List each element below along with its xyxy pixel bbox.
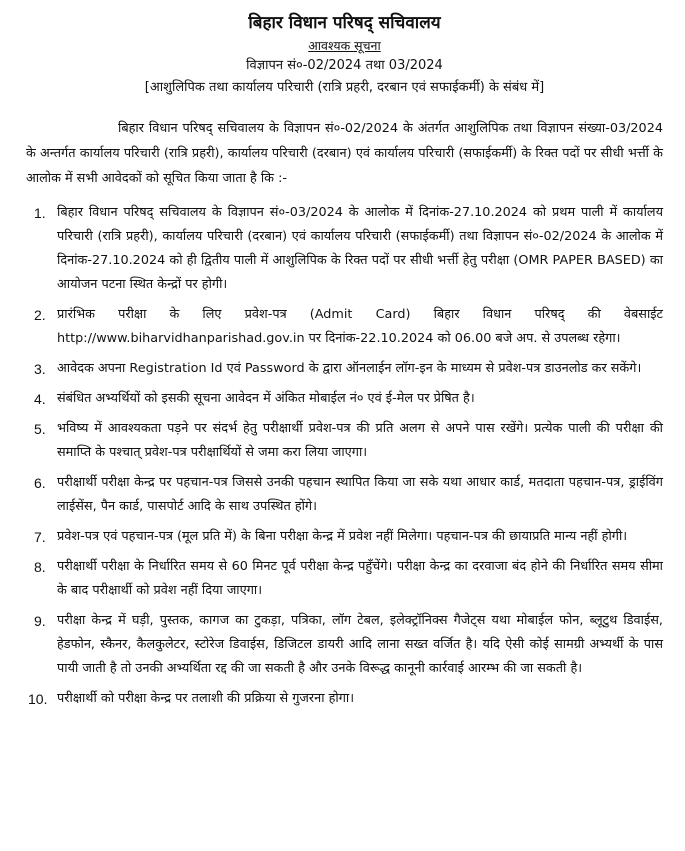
item-text: संबंधित अभ्यर्थियों को इसकी सूचना आवेदन में अंकित मोबाईल नं० एवं ई-मेल पर प्रेषित है। [57,391,475,406]
item-number: 1. [34,205,46,221]
list-item [26,387,663,411]
list-item [26,303,663,351]
item-text: परीक्षार्थी परीक्षा के निर्धारित समय से 60 मिनट पूर्व परीक्षा केन्द्र पहुँचेंगे। परीक्षा केन्द्र का दरवाजा बंद होने की निर्धारित समय सीमा के बाद परीक्षार्थी को प्रवेश नहीं दिया जाएगा। [57,559,663,598]
item-number: 6. [34,475,46,491]
item-number: 2. [34,307,46,323]
item-text: प्रवेश-पत्र एवं पहचान-पत्र (मूल प्रति में) के बिना परीक्षा केन्द्र में प्रवेश नहीं मिलेगा। पहचान-पत्र की छायाप्रति मान्य नहीं होगी। [57,529,628,544]
item-text: परीक्षार्थी को परीक्षा केन्द्र पर तलाशी की प्रक्रिया से गुजरना होगा। [57,691,355,706]
intro-paragraph: बिहार विधान परिषद् सचिवालय के विज्ञापन सं०-02/2024 के अंतर्गत आशुलिपिक तथा विज्ञापन संख्या-03/2024 के अन्तर्गत कार्यालय परिचारी (रात्रि प्रहरी), कार्यालय परिचारी (दरबान) एवं कार्यालय परिचारी (सफाईकर्मी) के रिक्त पदों पर सीधी भर्त्ती के आलोक में सभी आवेदकों को सूचित किया जाता है कि :- [26,121,663,186]
document-header [26,12,663,98]
item-number: 7. [34,529,46,545]
list-item [26,471,663,519]
item-text: परीक्षार्थी परीक्षा केन्द्र पर पहचान-पत्र जिससे उनकी पहचान स्थापित किया जा सके यथा आधार कार्ड, मतदाता पहचान-पत्र, ड्राईविंग लाईसेंस, पैन कार्ड, पासपोर्ट आदि के साथ उपस्थित होंगे। [57,475,663,514]
list-item [26,555,663,603]
list-item [26,525,663,549]
list-item [26,417,663,465]
item-text: भविष्य में आवश्यकता पड़ने पर संदर्भ हेतु परीक्षार्थी प्रवेश-पत्र की प्रति अलग से अपने पास रखेंगे। प्रत्येक पाली की परीक्षा की समाप्ति के पश्चात् प्रवेश-पत्र परीक्षार्थियों से जमा करा लिया जाएगा। [57,421,663,460]
list-item [26,357,663,381]
list-item [26,609,663,681]
item-number: 5. [34,421,46,437]
item-number: 8. [34,559,46,575]
item-number: 9. [34,613,46,629]
item-text: परीक्षा केन्द्र में घड़ी, पुस्तक, कागज का टुकड़ा, पत्रिका, लॉग टेबल, इलेक्ट्रॉनिक्स गैजेट्स यथा मोबाईल फोन, ब्लूटुथ डिवाईस, हेडफोन, स्कैनर, कैलकुलेटर, स्टोरेज डिवाईस, डिजिटल डायरी आदि लाना सख्त वर्जित है। यदि ऐसी कोई सामग्री अभ्यर्थी के पास पायी जाती है तो उनकी अभ्यर्थिता रद्द की जा सकती है और उनके विरूद्ध कानूनी कार्रवाई आरम्भ की जा सकती है। [57,613,663,676]
list-item [26,687,663,711]
item-number: 4. [34,391,46,407]
notice-label: आवश्यक सूचना [308,38,381,53]
item-text: आवेदक अपना Registration Id एवं Password के द्वारा ऑनलाईन लॉग-इन के माध्यम से प्रवेश-पत्र डाउनलोड कर सकेंगे। [57,361,642,376]
item-text: बिहार विधान परिषद् सचिवालय के विज्ञापन सं०-03/2024 के आलोक में दिनांक-27.10.2024 को प्रथम पाली में कार्यालय परिचारी (रात्रि प्रहरी), कार्यालय परिचारी (दरबान) एवं कार्यालय परिचारी (सफाईकर्मी) तथा विज्ञापन सं०-02/2024 के आलोक में दिनांक-27.10.2024 को ही द्वितीय पाली में आशुलिपिक के रिक्त पदों पर सीधी भर्त्ती हेतु परीक्षा (OMR PAPER BASED) का आयोजन पटना स्थित केन्द्रों पर होगी। [57,205,663,292]
item-number: 3. [34,361,46,377]
advertisement-numbers: विज्ञापन सं०-02/2024 तथा 03/2024 [246,58,443,73]
item-text: प्रारंभिक परीक्षा के लिए प्रवेश-पत्र (Admit Card) बिहार विधान परिषद् की वेबसाईट http://www.biharvidhanparishad.gov.in पर दिनांक-22.10.2024 को 06.00 बजे अप. से उपलब्ध रहेगा। [57,307,663,346]
instruction-list [26,201,663,711]
secretariat-title: बिहार विधान परिषद् सचिवालय [248,13,441,33]
notice-subject: [आशुलिपिक तथा कार्यालय परिचारी (रात्रि प्रहरी, दरबान एवं सफाईकर्मी) के संबंध में] [144,80,545,95]
list-item [26,201,663,297]
item-number: 10. [28,691,48,707]
